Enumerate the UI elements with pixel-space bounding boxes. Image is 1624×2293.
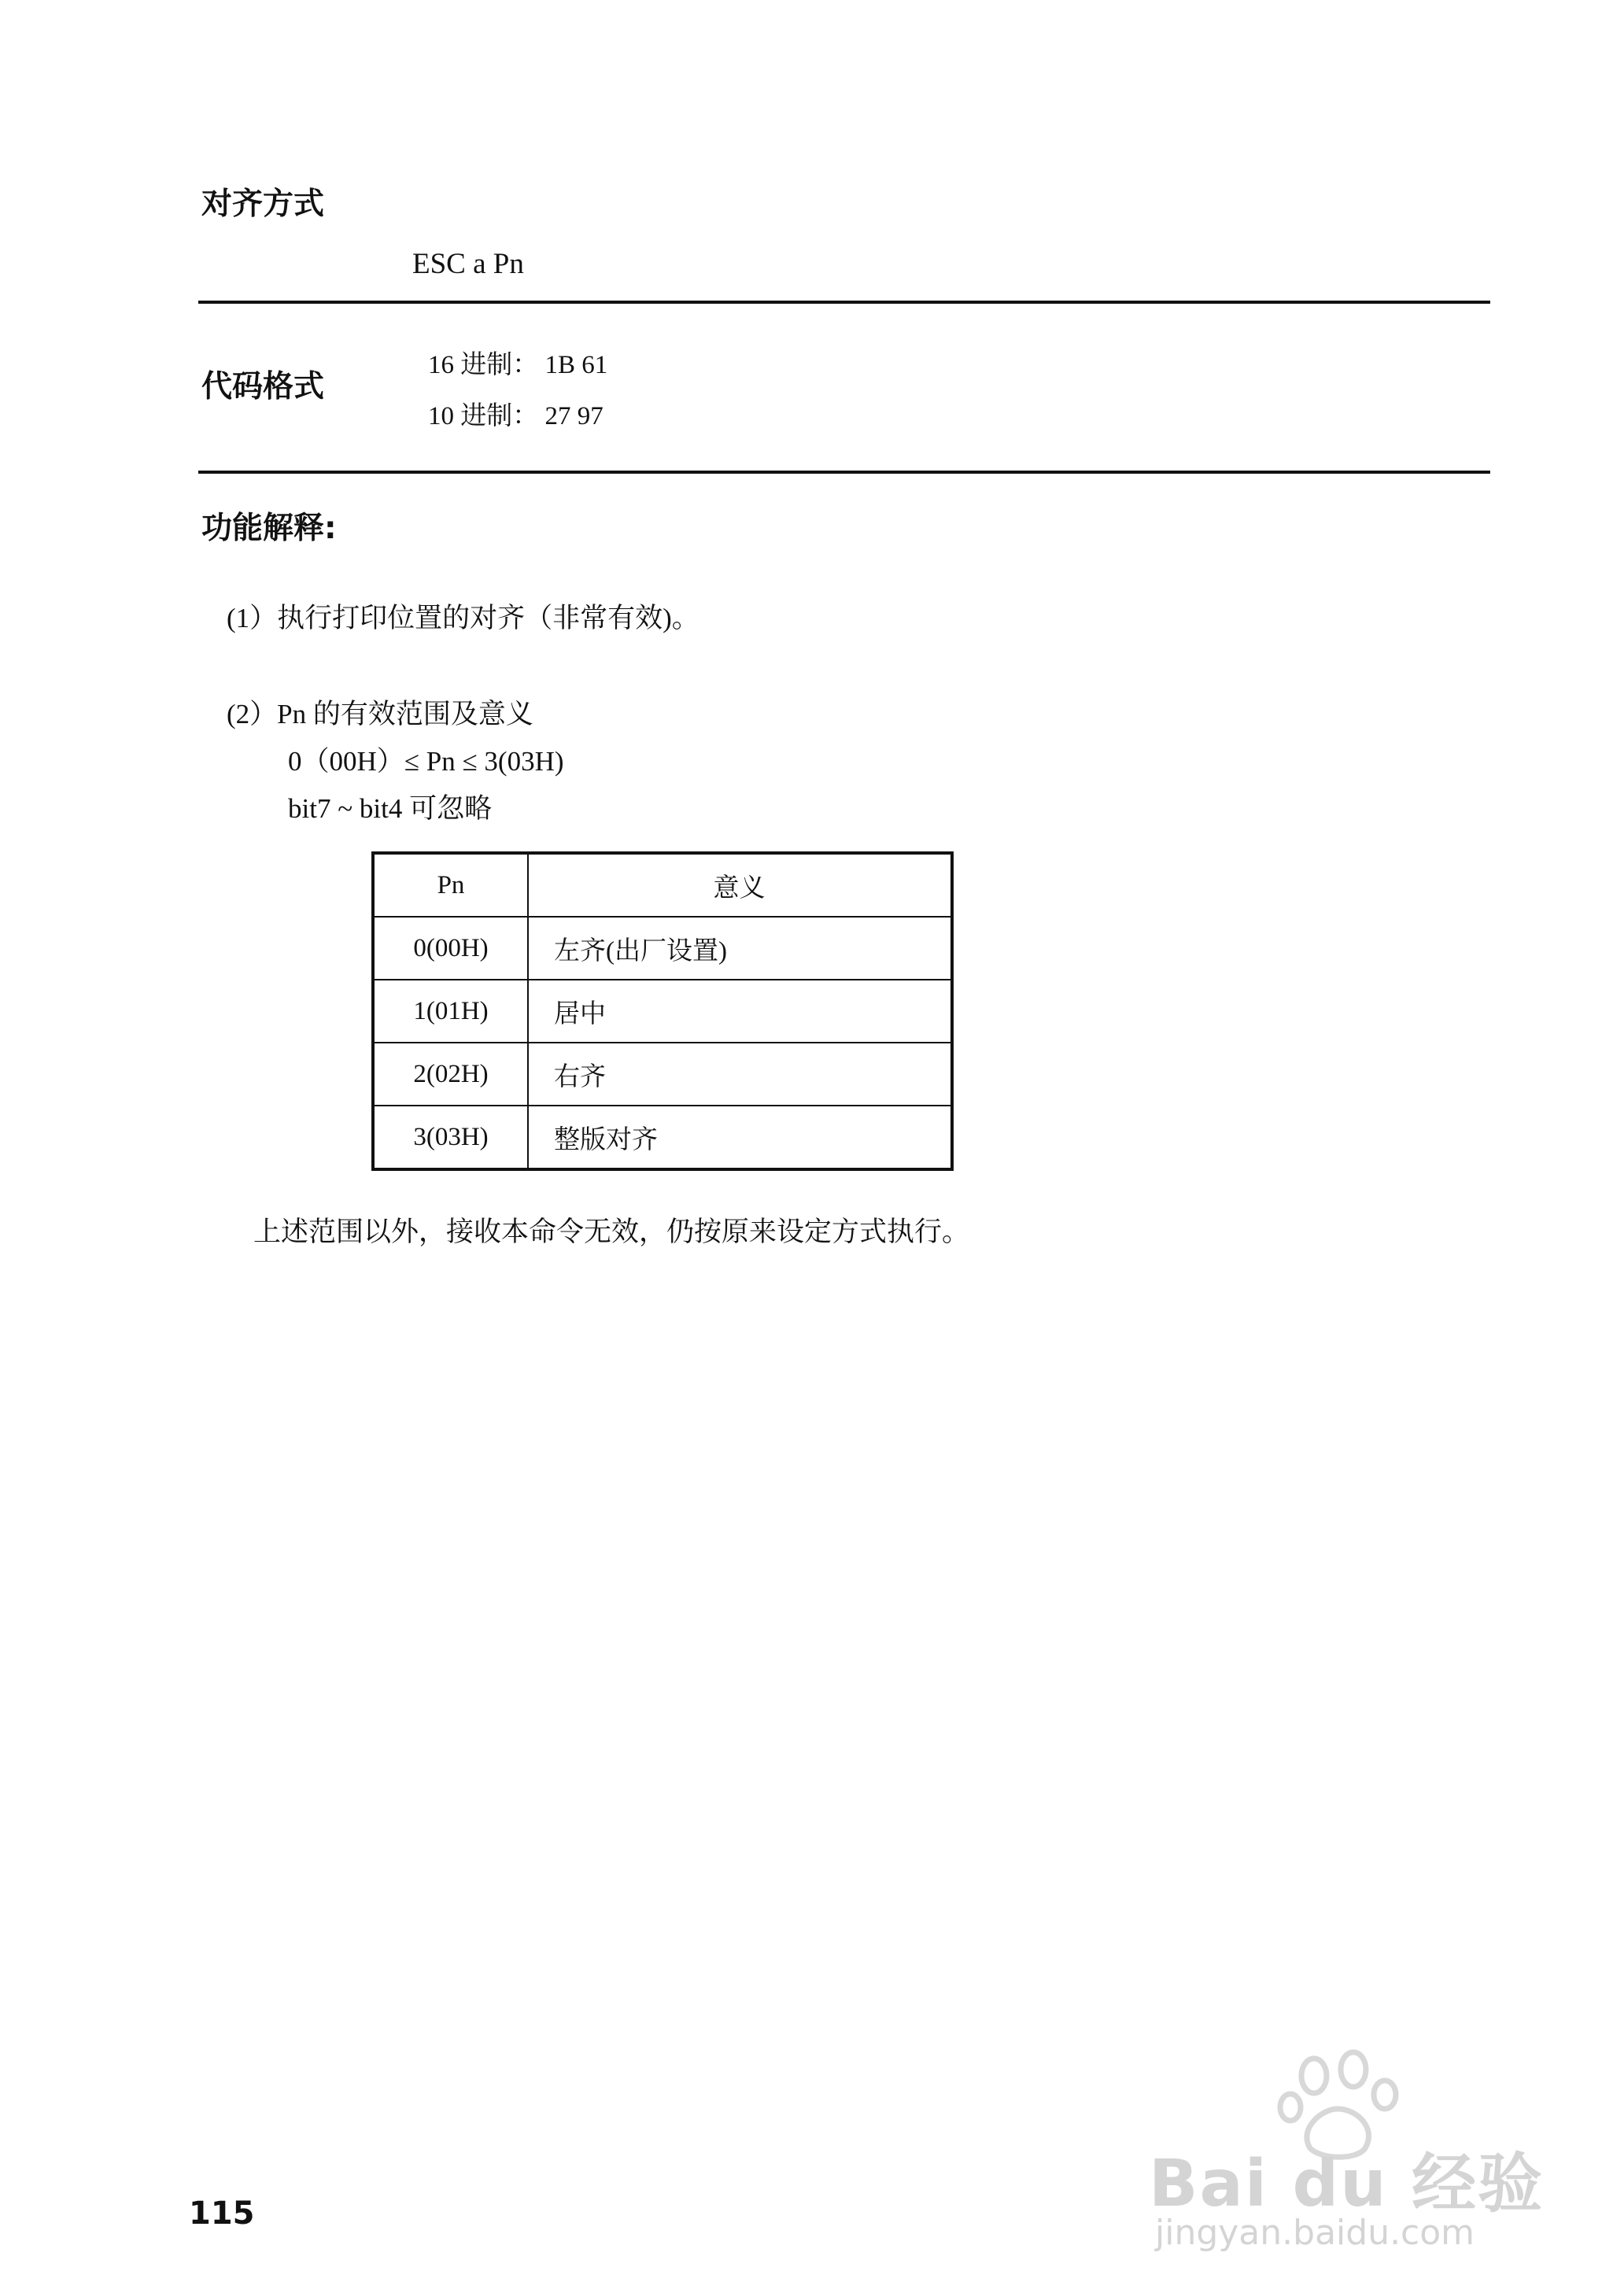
table-cell-pn: 0(00H) (373, 917, 528, 980)
code-format-label: 代码格式 (201, 369, 325, 404)
baidu-watermark (1149, 2046, 1558, 2266)
table-cell-pn: 3(03H) (373, 1106, 528, 1169)
table-row (373, 1043, 952, 1106)
page-number: 115 (189, 2195, 255, 2232)
table-row (373, 1106, 952, 1169)
bottom-divider (198, 471, 1490, 474)
table-cell-pn: 2(02H) (373, 1043, 528, 1106)
explanation-item-1: (1）执行打印位置的对齐（非常有效)。 (227, 603, 699, 633)
table-header-row (373, 853, 952, 917)
table-cell-meaning: 居中 (528, 980, 952, 1043)
watermark-url: jingyan.baidu.com (1155, 2213, 1475, 2253)
watermark-brand: Bai du 经验 (1149, 2147, 1545, 2221)
table-cell-meaning: 右齐 (528, 1043, 952, 1106)
explanation-item-2: (2）Pn 的有效范围及意义 (227, 699, 533, 729)
table-cell-pn: 1(01H) (373, 980, 528, 1043)
top-divider (198, 301, 1490, 304)
dec-code: 10 进制： 27 97 (428, 402, 603, 430)
table-header-pn: Pn (373, 853, 528, 917)
section-title: 对齐方式 (201, 186, 325, 222)
table-row (373, 980, 952, 1043)
table-cell-meaning: 左齐(出厂设置) (528, 917, 952, 980)
hex-code: 16 进制： 1B 61 (428, 351, 608, 379)
pn-range: 0（00H）≤ Pn ≤ 3(03H) (288, 746, 564, 777)
pn-meaning-table (371, 851, 954, 1171)
explanation-title: 功能解释: (201, 511, 337, 546)
command-syntax: ESC a Pn (412, 248, 524, 280)
table-row (373, 917, 952, 980)
footer-note: 上述范围以外，接收本命令无效，仍按原来设定方式执行。 (253, 1217, 970, 1247)
table-header-meaning: 意义 (528, 853, 952, 917)
bit-ignore-note: bit7 ~ bit4 可忽略 (288, 793, 493, 824)
table-cell-meaning: 整版对齐 (528, 1106, 952, 1169)
